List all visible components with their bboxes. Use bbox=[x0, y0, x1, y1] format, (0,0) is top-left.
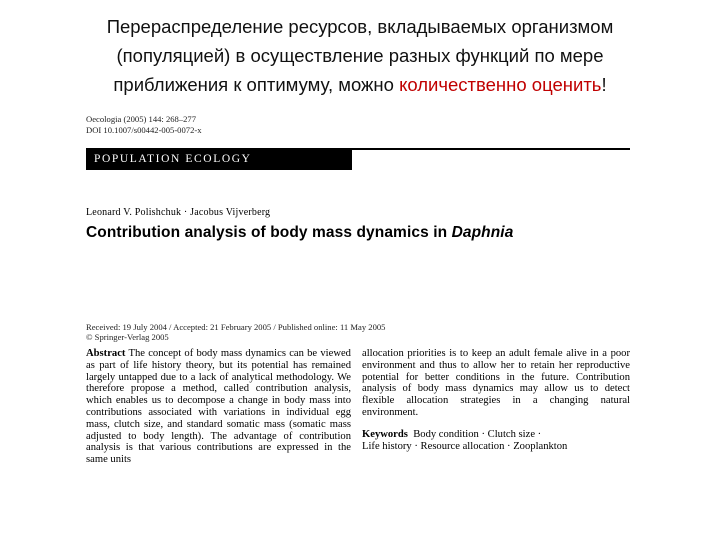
paper-title-main: Contribution analysis of body mass dynamics in bbox=[86, 224, 452, 241]
keywords bbox=[362, 429, 630, 453]
copyright-line: © Springer-Verlag 2005 bbox=[86, 332, 169, 342]
paper-title bbox=[86, 224, 513, 242]
abstract-text-left: The concept of body mass dynamics can be viewed as part of life history theory, but its potential has remained largely untapped due to a lack of analytical methodology. We therefore propose a method, called contribution analysis, which enables us to decompose a change in body mass into contributions associated with variations in individual egg mass, clutch size, and standard somatic mass (somatic mass adjusted to body length). The advantage of contribution analysis is that various contributions are expressed in the same units bbox=[86, 348, 351, 466]
slide-title-line-1: Перераспределение ресурсов, вкладываемых организмом bbox=[106, 16, 614, 37]
publication-history bbox=[86, 322, 385, 342]
journal-doi: DOI 10.1007/s00442-005-0072-x bbox=[86, 124, 202, 135]
slide-title-highlight: количественно оценить bbox=[399, 74, 602, 95]
abstract-label: Abstract bbox=[86, 348, 126, 359]
journal-line-1: Oecologia (2005) 144: 268–277 bbox=[86, 114, 197, 124]
section-banner: POPULATION ECOLOGY bbox=[86, 148, 352, 170]
abstract-text-right: allocation priorities is to keep an adult female alive in a poor environment and thus to allow her to retain her reproductive potential for better conditions in the future. Contribution analysis of body mass dynamics may allow us to detect flexible allocation strategies in a changing natural environment. bbox=[362, 348, 630, 418]
slide-title-line-2: (популяцией) в осуществление разных функций по мере bbox=[116, 45, 604, 66]
abstract-columns bbox=[86, 348, 630, 478]
paper-authors: Leonard V. Polishchuk · Jacobus Vijverberg bbox=[86, 207, 271, 218]
keywords-line-2: Life history · Resource allocation · Zooplankton bbox=[362, 440, 568, 452]
section-banner-row bbox=[86, 148, 630, 170]
banner-rule bbox=[352, 148, 630, 150]
abstract-left-column bbox=[86, 348, 351, 466]
paper-excerpt bbox=[86, 114, 630, 466]
slide-title bbox=[0, 12, 720, 99]
keywords-line-1: Body condition · Clutch size · bbox=[413, 428, 542, 440]
received-dates: Received: 19 July 2004 / Accepted: 21 February 2005 / Published online: 11 May 2005 bbox=[86, 322, 386, 332]
keywords-label: Keywords bbox=[362, 428, 408, 440]
journal-citation bbox=[86, 114, 630, 135]
abstract-right-column bbox=[362, 348, 630, 452]
slide-title-line-3 bbox=[0, 70, 720, 99]
slide-title-line-3-prefix: приближения к оптимуму, можно bbox=[113, 74, 400, 95]
paper-title-italic: Daphnia bbox=[451, 224, 514, 241]
slide-title-line-3-suffix: ! bbox=[601, 74, 607, 95]
